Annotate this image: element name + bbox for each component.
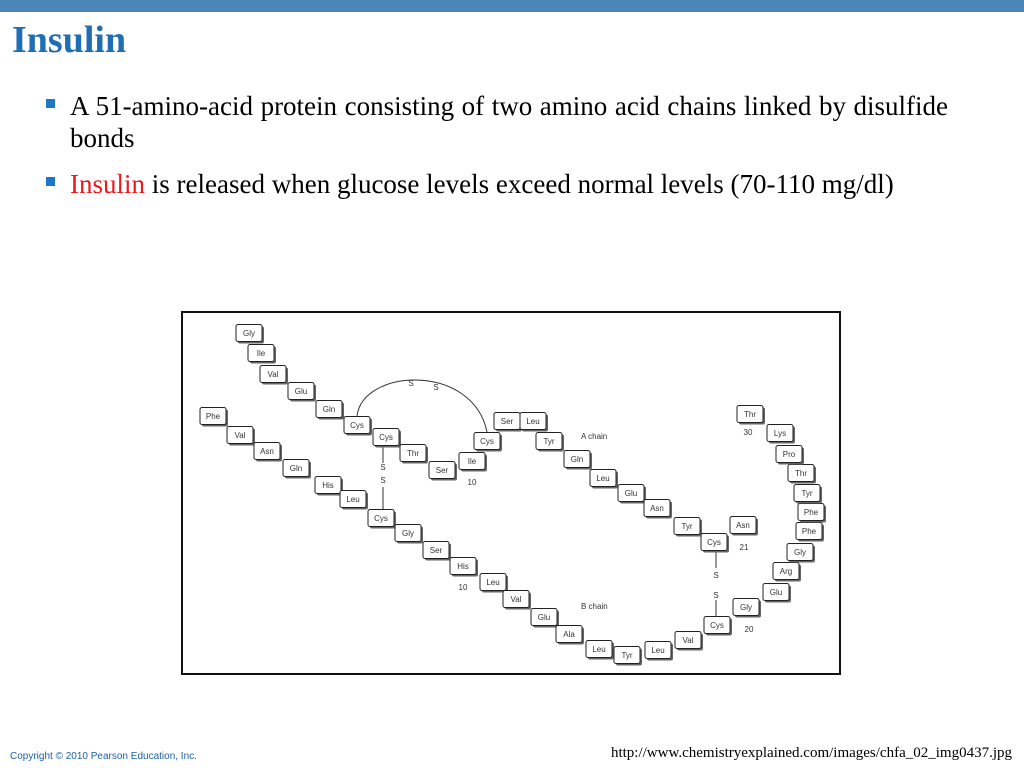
b-chain-residue <box>776 446 804 465</box>
residue-label: Cys <box>707 538 721 547</box>
b-chain-residue <box>767 425 795 444</box>
residue-label: Ile <box>256 349 266 358</box>
residue-label: Leu <box>526 417 540 426</box>
residue-label: Val <box>234 431 246 440</box>
square-bullet-icon <box>46 99 55 108</box>
bullet-item <box>46 90 948 154</box>
residue-label: Thr <box>407 449 419 458</box>
residue-label: Gln <box>322 405 336 414</box>
b-chain-residue <box>480 574 508 593</box>
residue-label: Tyr <box>801 489 813 498</box>
residue-label: Ile <box>467 457 477 466</box>
a-chain-residue <box>248 345 276 364</box>
residue-layer <box>200 325 826 666</box>
b-chain-label: B chain <box>581 602 608 611</box>
bullet-text: A 51-amino-acid protein consisting of two amino acid chains linked by disulfide bonds <box>70 91 948 153</box>
residue-label: Gly <box>740 603 752 612</box>
b-chain-residue <box>586 641 614 660</box>
b-chain-residue <box>645 642 673 661</box>
b-chain-residue <box>503 591 531 610</box>
residue-label: Gln <box>289 464 303 473</box>
b-chain-residue <box>423 542 451 561</box>
residue-label: Gly <box>402 529 414 538</box>
a-chain-residue <box>644 500 672 519</box>
residue-label: Ser <box>429 546 443 555</box>
b-chain-position-number: 30 <box>743 428 753 437</box>
a-chain-residue <box>674 518 702 537</box>
b-chain-position-number: 10 <box>458 583 468 592</box>
b-chain-residue <box>733 599 761 618</box>
residue-label: His <box>457 562 469 571</box>
disulfide-s-label: S <box>713 591 719 600</box>
residue-label: Gln <box>570 455 584 464</box>
residue-label: Lys <box>773 429 787 438</box>
residue-label: Cys <box>350 421 364 430</box>
slide-title: Insulin <box>12 19 127 61</box>
label-layer <box>380 379 754 634</box>
b-chain-residue <box>614 647 642 666</box>
b-chain-residue <box>798 504 826 523</box>
residue-label: Val <box>682 636 694 645</box>
bullet-text: is released when glucose levels exceed normal levels (70-110 mg/dl) <box>145 169 894 199</box>
residue-label: Phe <box>801 527 817 536</box>
residue-label: Phe <box>803 508 819 517</box>
a-chain-residue <box>459 453 487 472</box>
bullet-list <box>46 90 948 214</box>
image-source-url: http://www.chemistryexplained.com/images/chfa_02_img0437.jpg <box>610 745 1012 761</box>
residue-label: Leu <box>486 578 500 587</box>
b-chain-residue <box>675 632 703 651</box>
a-chain-residue <box>400 445 428 464</box>
a-chain-residue <box>373 429 401 448</box>
a-chain-residue <box>564 451 592 470</box>
a-chain-residue <box>701 534 729 553</box>
residue-label: Glu <box>769 588 783 597</box>
a-chain-residue <box>429 462 457 481</box>
a-chain-residue <box>730 517 758 536</box>
residue-label: Pro <box>782 450 796 459</box>
residue-label: Leu <box>596 474 610 483</box>
a-chain-residue <box>288 383 316 402</box>
residue-label: Arg <box>779 567 793 576</box>
bullet-item <box>46 168 948 200</box>
residue-label: Val <box>267 370 279 379</box>
top-accent-bar <box>0 0 1024 12</box>
residue-label: Tyr <box>621 651 633 660</box>
residue-label: Glu <box>294 387 308 396</box>
b-chain-residue <box>794 485 822 504</box>
b-chain-residue <box>737 406 765 425</box>
b-chain-residue <box>788 465 816 484</box>
bullet-highlight-term: Insulin <box>70 169 146 199</box>
residue-label: Val <box>510 595 522 604</box>
residue-label: Tyr <box>543 437 555 446</box>
b-chain-residue <box>763 584 791 603</box>
residue-label: Leu <box>651 646 665 655</box>
residue-label: Ser <box>500 417 514 426</box>
disulfide-s-label: S <box>380 463 386 472</box>
residue-label: His <box>322 481 334 490</box>
b-chain-residue <box>227 427 255 446</box>
residue-label: Leu <box>346 495 360 504</box>
residue-label: Cys <box>379 433 393 442</box>
intra-chain-disulfide-bond <box>357 380 487 432</box>
b-chain-residue <box>315 477 343 496</box>
residue-label: Tyr <box>681 522 693 531</box>
b-chain-residue <box>395 525 423 544</box>
residue-label: Phe <box>205 412 221 421</box>
a-chain-residue <box>536 433 564 452</box>
a-chain-residue <box>618 485 646 504</box>
b-chain-residue <box>787 544 815 563</box>
residue-label: Ser <box>435 466 449 475</box>
disulfide-s-label: S <box>408 379 414 388</box>
residue-label: Thr <box>744 410 756 419</box>
a-chain-label: A chain <box>581 432 608 441</box>
b-chain-residue <box>283 460 311 479</box>
b-chain-residue <box>531 609 559 628</box>
residue-label: Cys <box>710 621 724 630</box>
disulfide-s-label: S <box>380 476 386 485</box>
b-chain-residue <box>200 408 228 427</box>
a-chain-residue <box>316 401 344 420</box>
insulin-structure-diagram <box>183 313 839 673</box>
disulfide-s-label: S <box>713 571 719 580</box>
b-chain-residue <box>340 491 368 510</box>
b-chain-residue <box>704 617 732 636</box>
b-chain-residue <box>773 563 801 582</box>
residue-label: Thr <box>795 469 807 478</box>
residue-label: Cys <box>480 437 494 446</box>
a-chain-residue <box>590 470 618 489</box>
residue-label: Ala <box>563 630 575 639</box>
b-chain-residue <box>556 626 584 645</box>
a-chain-residue <box>236 325 264 344</box>
b-chain-residue <box>796 523 824 542</box>
residue-label: Glu <box>624 489 638 498</box>
a-chain-residue <box>260 366 288 385</box>
residue-label: Leu <box>592 645 606 654</box>
a-chain-residue <box>520 413 548 432</box>
b-chain-position-number: 20 <box>744 625 754 634</box>
square-bullet-icon <box>46 177 55 186</box>
insulin-structure-figure <box>181 311 841 675</box>
a-chain-residue <box>494 413 522 432</box>
a-chain-position-number: 21 <box>739 543 749 552</box>
a-chain-residue <box>344 417 372 436</box>
residue-label: Asn <box>736 521 750 530</box>
a-chain-residue <box>474 433 502 452</box>
copyright-notice: Copyright © 2010 Pearson Education, Inc. <box>10 751 197 762</box>
residue-label: Glu <box>537 613 551 622</box>
b-chain-residue <box>368 510 396 529</box>
residue-label: Gly <box>794 548 806 557</box>
b-chain-residue <box>450 558 478 577</box>
residue-label: Cys <box>374 514 388 523</box>
residue-label: Asn <box>260 447 274 456</box>
disulfide-s-label: S <box>433 383 439 392</box>
residue-label: Gly <box>243 329 255 338</box>
a-chain-position-number: 10 <box>467 478 477 487</box>
b-chain-residue <box>254 443 282 462</box>
residue-label: Asn <box>650 504 664 513</box>
